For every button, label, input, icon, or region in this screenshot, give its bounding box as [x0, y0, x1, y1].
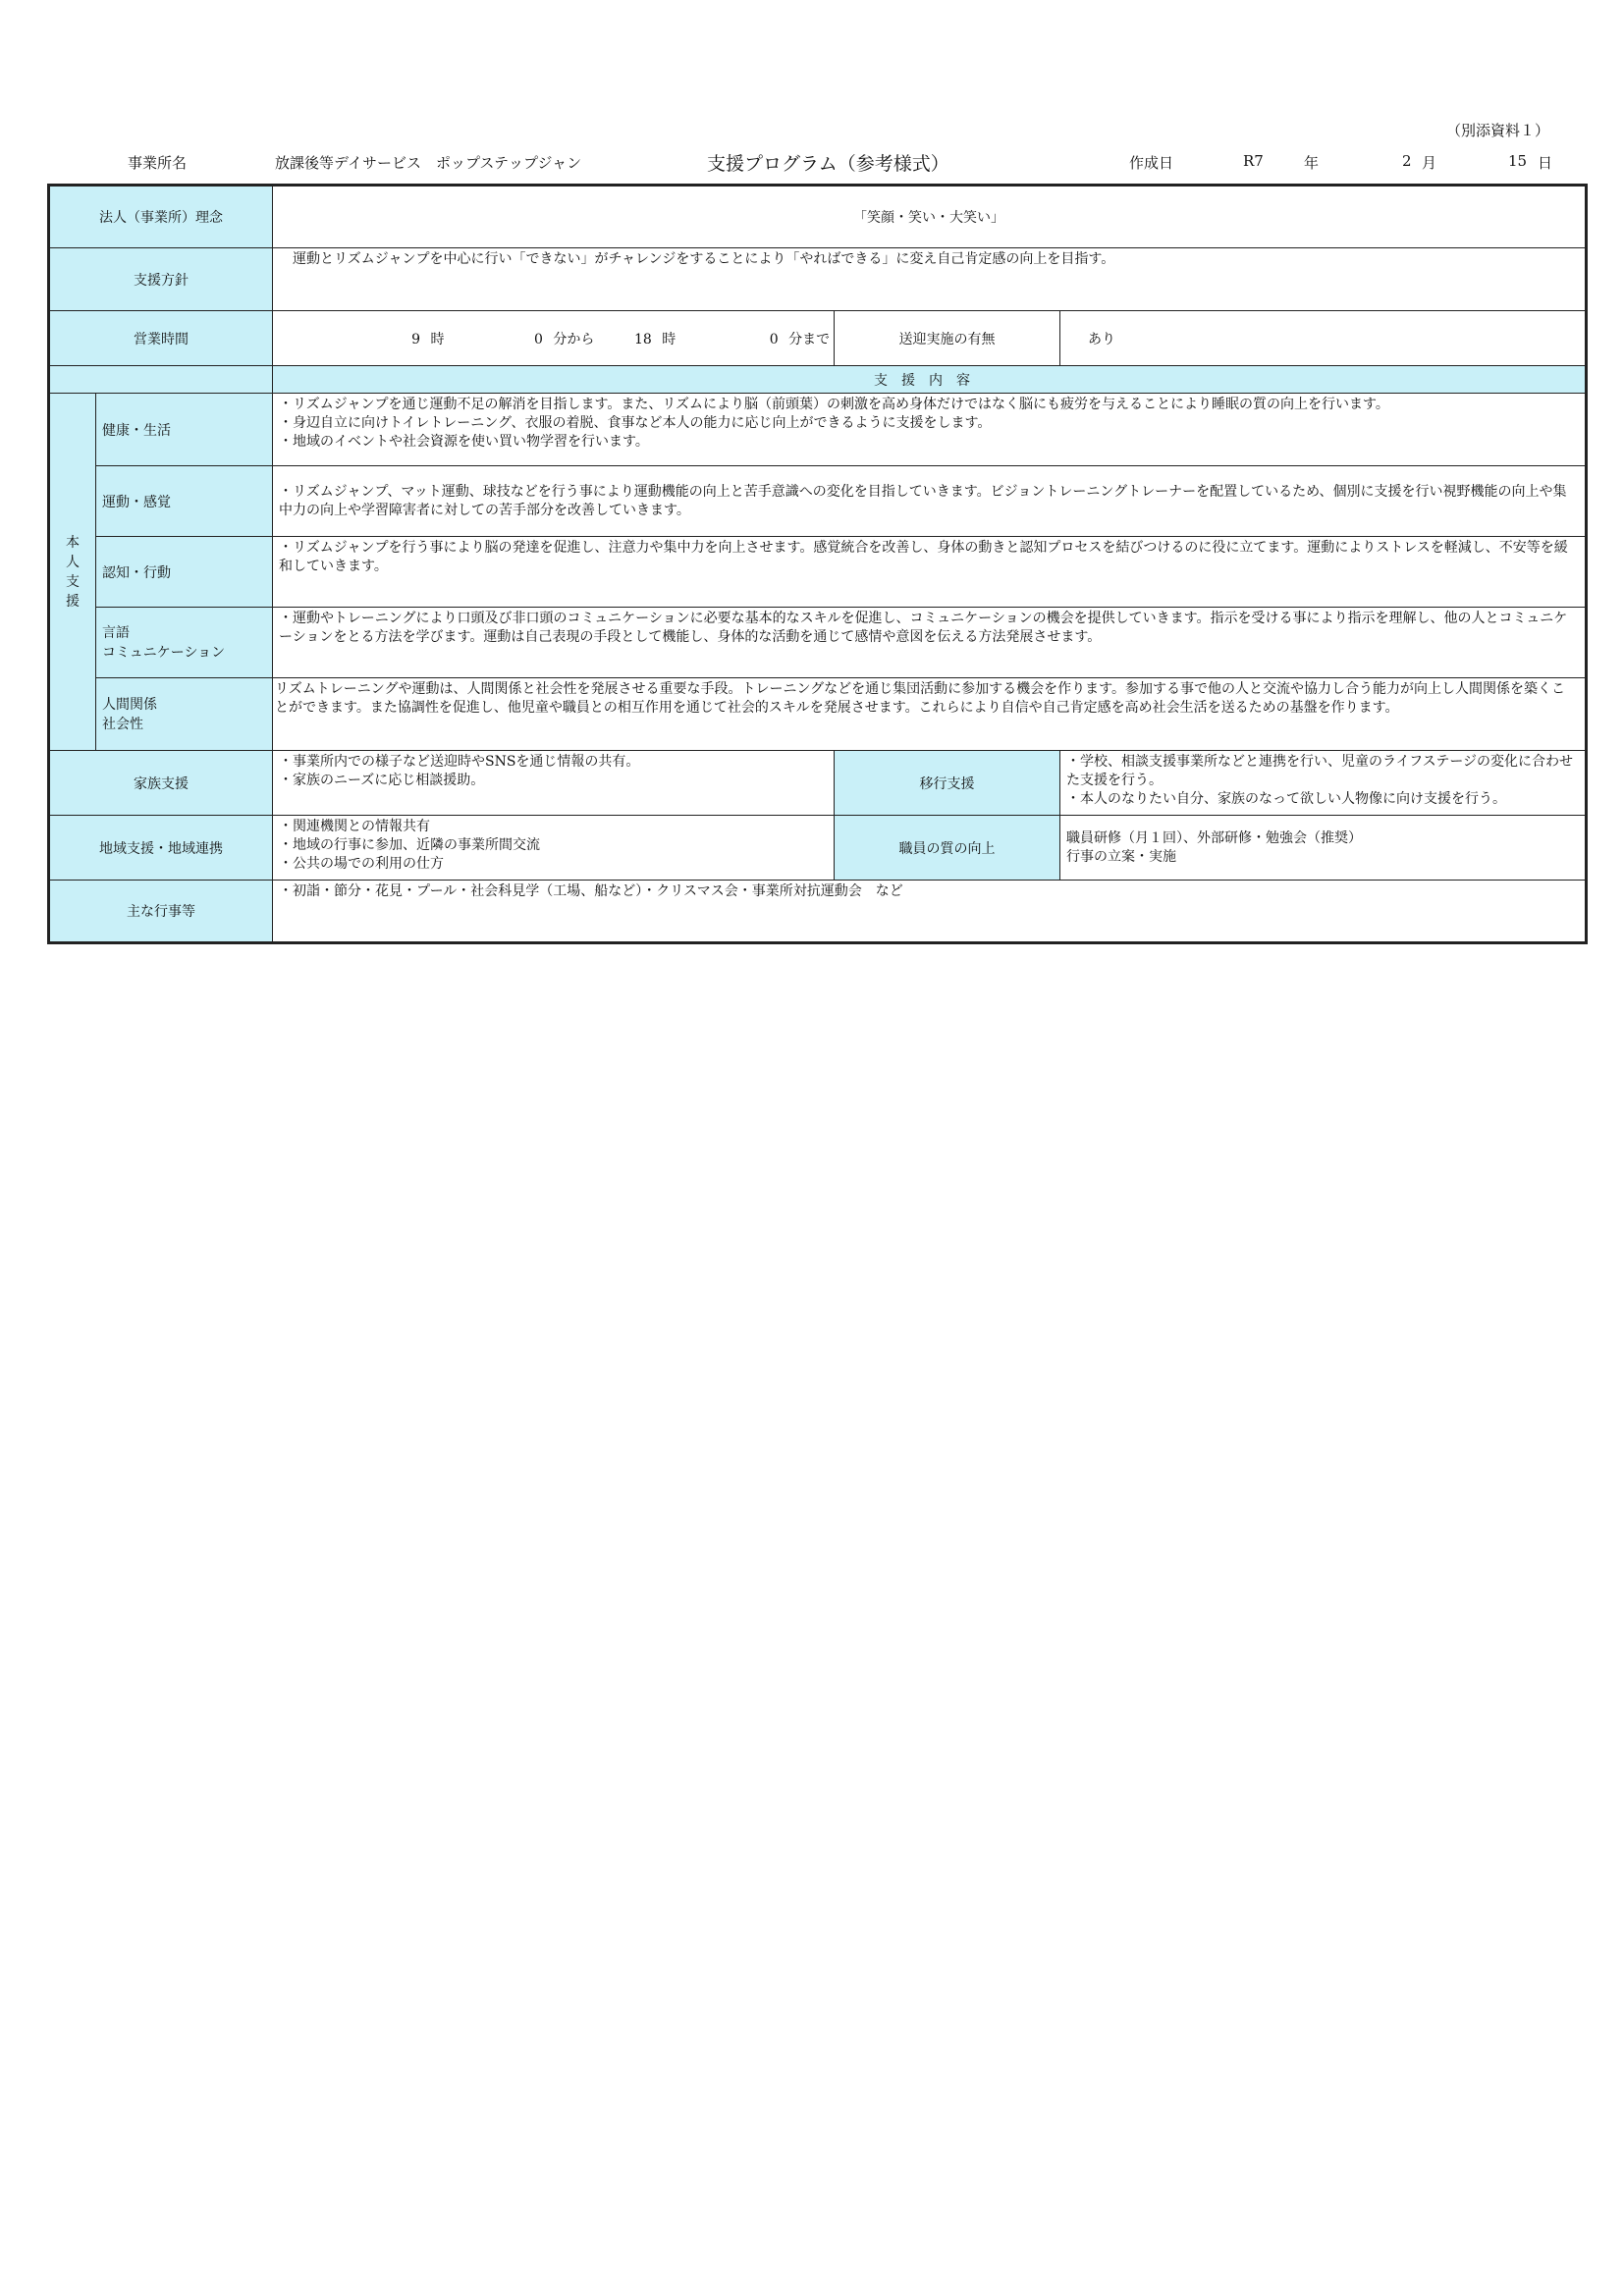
- cognition-text: [273, 537, 1587, 608]
- office-name: 放課後等デイサービス ポップステップジャン: [275, 154, 582, 172]
- month-unit: 月: [1422, 154, 1437, 172]
- family-line-2: ・家族のニーズに応じ相談援助。: [279, 773, 485, 788]
- social-label: [96, 678, 273, 751]
- start-hour: 9: [411, 331, 420, 347]
- row-content-header: [49, 366, 1587, 394]
- transport-value: あり: [1060, 311, 1587, 366]
- family-text: [273, 751, 835, 816]
- row-family-transition: [49, 751, 1587, 816]
- row-events: [49, 881, 1587, 943]
- transition-label: 移行支援: [835, 751, 1060, 816]
- hour-unit-1: 時: [430, 331, 445, 347]
- row-language: [49, 608, 1587, 678]
- row-hours: [49, 311, 1587, 366]
- staff-text: [1060, 816, 1587, 881]
- transport-label: 送迎実施の有無: [835, 311, 1060, 366]
- community-label: 地域支援・地域連携: [49, 816, 273, 881]
- language-text: [273, 608, 1587, 678]
- health-line-3: ・地域のイベントや社会資源を使い買い物学習を行います。: [279, 434, 649, 450]
- end-hour: 18: [633, 331, 652, 347]
- month-value: 2: [1402, 152, 1412, 170]
- philosophy-value: 「笑顔・笑い・大笑い」: [273, 186, 1587, 248]
- transition-text: [1060, 751, 1587, 816]
- minute-from: 分から: [553, 331, 595, 347]
- motor-line-1: ・リズムジャンプ、マット運動、球技などを行う事により運動機能の向上と苦手意識への変化を目指していきます。ビジョントレーニングトレーナーを配置しているため、個別に支援を行い視野機能の向上や集中力の向上や学習障害者に対しての苦手部分を改善していきます。: [279, 483, 1567, 518]
- row-community-staff: [49, 816, 1587, 881]
- social-label-line-1: 人間関係: [102, 696, 157, 713]
- end-minute: 0: [769, 331, 779, 347]
- reference-label: （別添資料１）: [1445, 122, 1549, 139]
- hours-value: [273, 311, 835, 366]
- date-label: 作成日: [1129, 154, 1174, 172]
- year-unit: 年: [1304, 154, 1320, 172]
- social-text: [273, 678, 1587, 751]
- hour-unit-2: 時: [662, 331, 677, 347]
- social-label-line-2: 社会性: [102, 716, 143, 732]
- document-title: 支援プログラム（参考様式）: [707, 153, 949, 175]
- row-cognition: [49, 537, 1587, 608]
- events-label: 主な行事等: [49, 881, 273, 943]
- transition-line-1: ・学校、相談支援事業所などと連携を行い、児童のライフステージの変化に合わせた支援を行う。: [1066, 754, 1574, 788]
- content-header: 支援内容: [273, 366, 1587, 394]
- document-header: [47, 152, 1585, 176]
- health-line-2: ・身辺自立に向けトイレトレーニング、衣服の着脱、食事など本人の能力に応じ向上ができるように支援をします。: [279, 415, 992, 431]
- community-text: [273, 816, 835, 881]
- self-support-label-text: 本人支援: [66, 534, 80, 610]
- day-unit: 日: [1538, 154, 1553, 172]
- staff-label: 職員の質の向上: [835, 816, 1060, 881]
- community-line-3: ・公共の場での利用の仕方: [279, 856, 444, 872]
- staff-line-2: 行事の立案・実施: [1066, 848, 1176, 865]
- policy-value: 運動とリズムジャンプを中心に行い「できない」がチャレンジをすることにより「やればできる」に変え自己肯定感の向上を目指す。: [273, 248, 1587, 311]
- health-line-1: ・リズムジャンプを通じ運動不足の解消を目指します。また、リズムにより脳（前頭葉）の刺激を高め身体だけではなく脳にも疲労を与えることにより睡眠の質の向上を行います。: [279, 397, 1389, 412]
- family-label: 家族支援: [49, 751, 273, 816]
- transition-line-2: ・本人のなりたい自分、家族のなって欲しい人物像に向け支援を行う。: [1066, 791, 1506, 807]
- policy-label: 支援方針: [49, 248, 273, 311]
- day-value: 15: [1508, 152, 1528, 170]
- hours-label: 営業時間: [49, 311, 273, 366]
- community-line-2: ・地域の行事に参加、近隣の事業所間交流: [279, 837, 540, 853]
- row-policy: [49, 248, 1587, 311]
- row-social: [49, 678, 1587, 751]
- era-year: R7: [1243, 152, 1264, 170]
- family-line-1: ・事業所内での様子など送迎時やSNSを通じ情報の共有。: [279, 754, 640, 770]
- row-philosophy: [49, 186, 1587, 248]
- minute-to: 分まで: [788, 331, 831, 347]
- cognition-label: 認知・行動: [96, 537, 273, 608]
- language-line-1: ・運動やトレーニングにより口頭及び非口頭のコミュニケーションに必要な基本的なスキルを促進し、コミュニケーションの機会を提供していきます。指示を受ける事により指示を理解し、他の人とコミュニケーションをとる方法を学びます。運動は自己表現の手段として機能し、身体的な活動を通じて感情や意図を伝える方法発展させます。: [279, 611, 1568, 645]
- support-program-table: [47, 184, 1588, 944]
- health-text: [273, 394, 1587, 466]
- row-health: [49, 394, 1587, 466]
- health-label: 健康・生活: [96, 394, 273, 466]
- staff-line-1: 職員研修（月１回）、外部研修・勉強会（推奨）: [1066, 829, 1362, 846]
- self-support-label: [49, 394, 96, 751]
- cognition-line-1: ・リズムジャンプを行う事により脳の発達を促進し、注意力や集中力を向上させます。感覚統合を改善し、身体の動きと認知プロセスを結びつけるのに役に立てます。運動によりストレスを軽減し、不安等を緩和していきます。: [279, 540, 1568, 574]
- language-label-line-1: 言語: [102, 624, 130, 641]
- office-label: 事業所名: [128, 154, 188, 172]
- language-label-line-2: コミュニケーション: [102, 644, 226, 661]
- social-line-1: リズムトレーニングや運動は、人間関係と社会性を発展させる重要な手段。トレーニングなどを通じ集団活動に参加する機会を作ります。参加する事で他の人と交流や協力し合う能力が向上し人間関係を築くことができます。また協調性を促進し、他児童や職員との相互作用を通じて社会的スキルを発展させます。これらにより自信や自己肯定感を高め社会生活を送るための基盤を作ります。: [275, 681, 1566, 716]
- community-line-1: ・関連機関との情報共有: [279, 819, 430, 834]
- row-motor: [49, 466, 1587, 537]
- philosophy-label: 法人（事業所）理念: [49, 186, 273, 248]
- motor-text: [273, 466, 1587, 537]
- events-text: ・初詣・節分・花見・プール・社会科見学（工場、船など）・クリスマス会・事業所対抗運動会 など: [273, 881, 1587, 943]
- motor-label: 運動・感覚: [96, 466, 273, 537]
- start-minute: 0: [533, 331, 543, 347]
- language-label: [96, 608, 273, 678]
- content-header-blank: [49, 366, 273, 394]
